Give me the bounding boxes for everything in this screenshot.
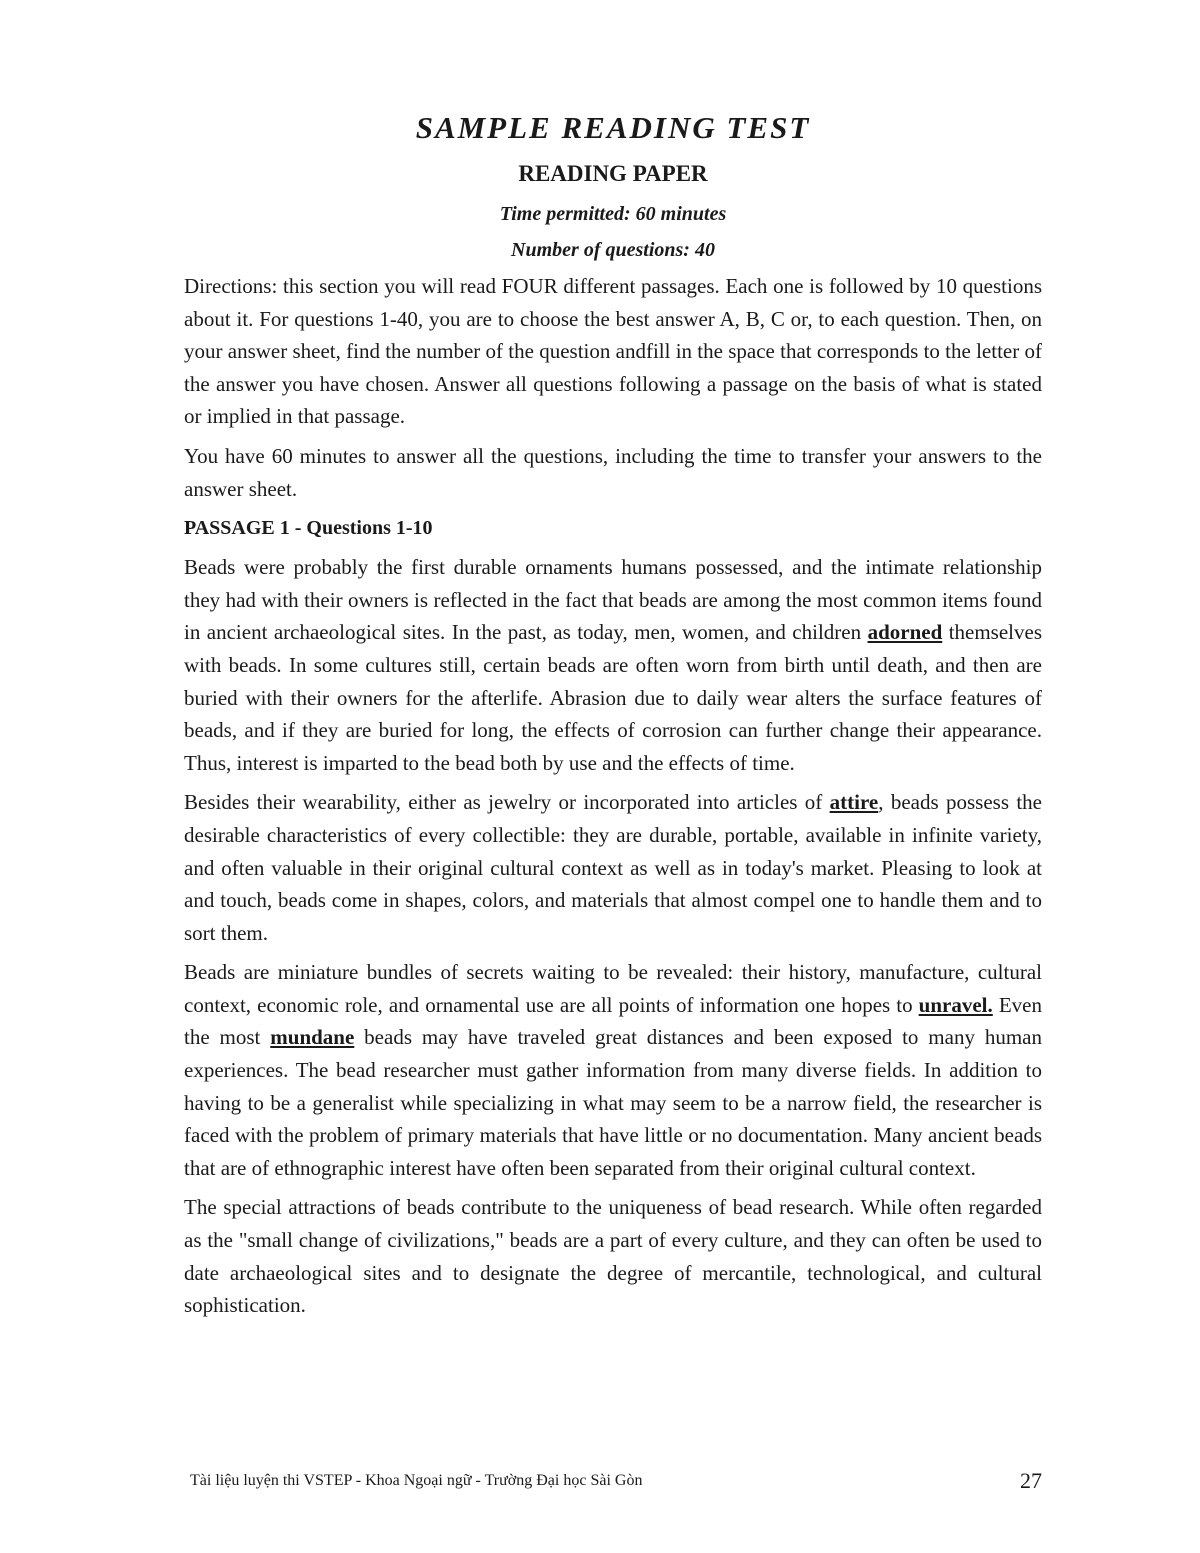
paragraph-text: beads may have traveled great distances and been exposed to many human experiences. The bead researcher must gather information from many diverse fields. In addition to having to be a generalist while specializing in what may seem to be a narrow field, the researcher is faced with the problem of primary materials that have little or no documentation. Many ancient beads that are of ethnographic interest have often been separated from their original cultural context.	[184, 1025, 1042, 1180]
paragraph-text: , beads possess the desirable characteristics of every collectible: they are durable, portable, available in infinite variety, and often valuable in their original cultural context as well as in today's market. Pleasing to look at and touch, beads come in shapes, colors, and materials that almost compel one to handle them and to sort them.	[184, 790, 1043, 945]
paragraph-text: themselves with beads. In some cultures still, certain beads are often worn from birth until death, and then are buried with their owners for the afterlife. Abrasion due to daily wear alters the surface features of beads, and if they are buried for long, the effects of corrosion can further change their appearance. Thus, interest is imparted to the bead both by use and the effects of time.	[184, 620, 1043, 775]
page-number: 27	[1020, 1468, 1042, 1493]
paragraph-text: Beads were probably the first durable ornaments humans possessed, and the intimate relationship they had with their owners is reflected in the fact that beads are among the most common items found in ancient archaeological sites. In the past, as today, men, women, and children	[184, 555, 1042, 645]
vocab-word-adorned: adorned	[867, 620, 943, 645]
time-note-paragraph: You have 60 minutes to answer all the questions, including the time to transfer your answers to the answer sheet.	[184, 443, 1042, 501]
paper-subtitle: READING PAPER	[518, 161, 708, 186]
page-footer	[190, 1468, 1042, 1498]
time-permitted: Time permitted: 60 minutes	[499, 203, 727, 225]
document-page	[184, 108, 1042, 1329]
passage-paragraph-3	[184, 956, 1042, 1184]
paragraph-text: Even the most	[184, 992, 1042, 1050]
paragraph-text: Besides their wearability, either as jewelry or incorporated into articles of	[184, 790, 830, 815]
passage-paragraph-2	[184, 786, 1042, 949]
vocab-word-mundane: mundane	[270, 1025, 355, 1050]
vocab-word-attire: attire	[829, 790, 879, 815]
passage-paragraph-1	[184, 551, 1042, 779]
footer-text: Tài liệu luyện thi VSTEP - Khoa Ngoại ngữ - Trường Đại học Sài Gòn	[190, 1472, 643, 1489]
passage-paragraph-4: The special attractions of beads contribute to the uniqueness of bead research. While often regarded as the "small change of civilizations," beads are a part of every culture, and they can often be used to date archaeological sites and to designate the degree of mercantile, technological, and cultural sophistication.	[184, 1195, 1042, 1318]
paragraph-text: Beads are miniature bundles of secrets waiting to be revealed: their history, manufacture, cultural context, economic role, and ornamental use are all points of information one hopes to	[184, 960, 1042, 1017]
question-count: Number of questions: 40	[511, 239, 715, 261]
passage-heading: PASSAGE 1 - Questions 1-10	[184, 517, 433, 540]
directions-paragraph: Directions: this section you will read FOUR different passages. Each one is followed by 10 questions about it. For questions 1-40, you are to choose the best answer A, B, C or, to each question. Then, on your answer sheet, find the number of the question andfill in the space that corresponds to the letter of the answer you have chosen. Answer all questions following a passage on the basis of what is stated or implied in that passage.	[184, 274, 1042, 429]
page-title: SAMPLE READING TEST	[415, 110, 811, 145]
vocab-word-unravel: unravel.	[918, 992, 993, 1017]
